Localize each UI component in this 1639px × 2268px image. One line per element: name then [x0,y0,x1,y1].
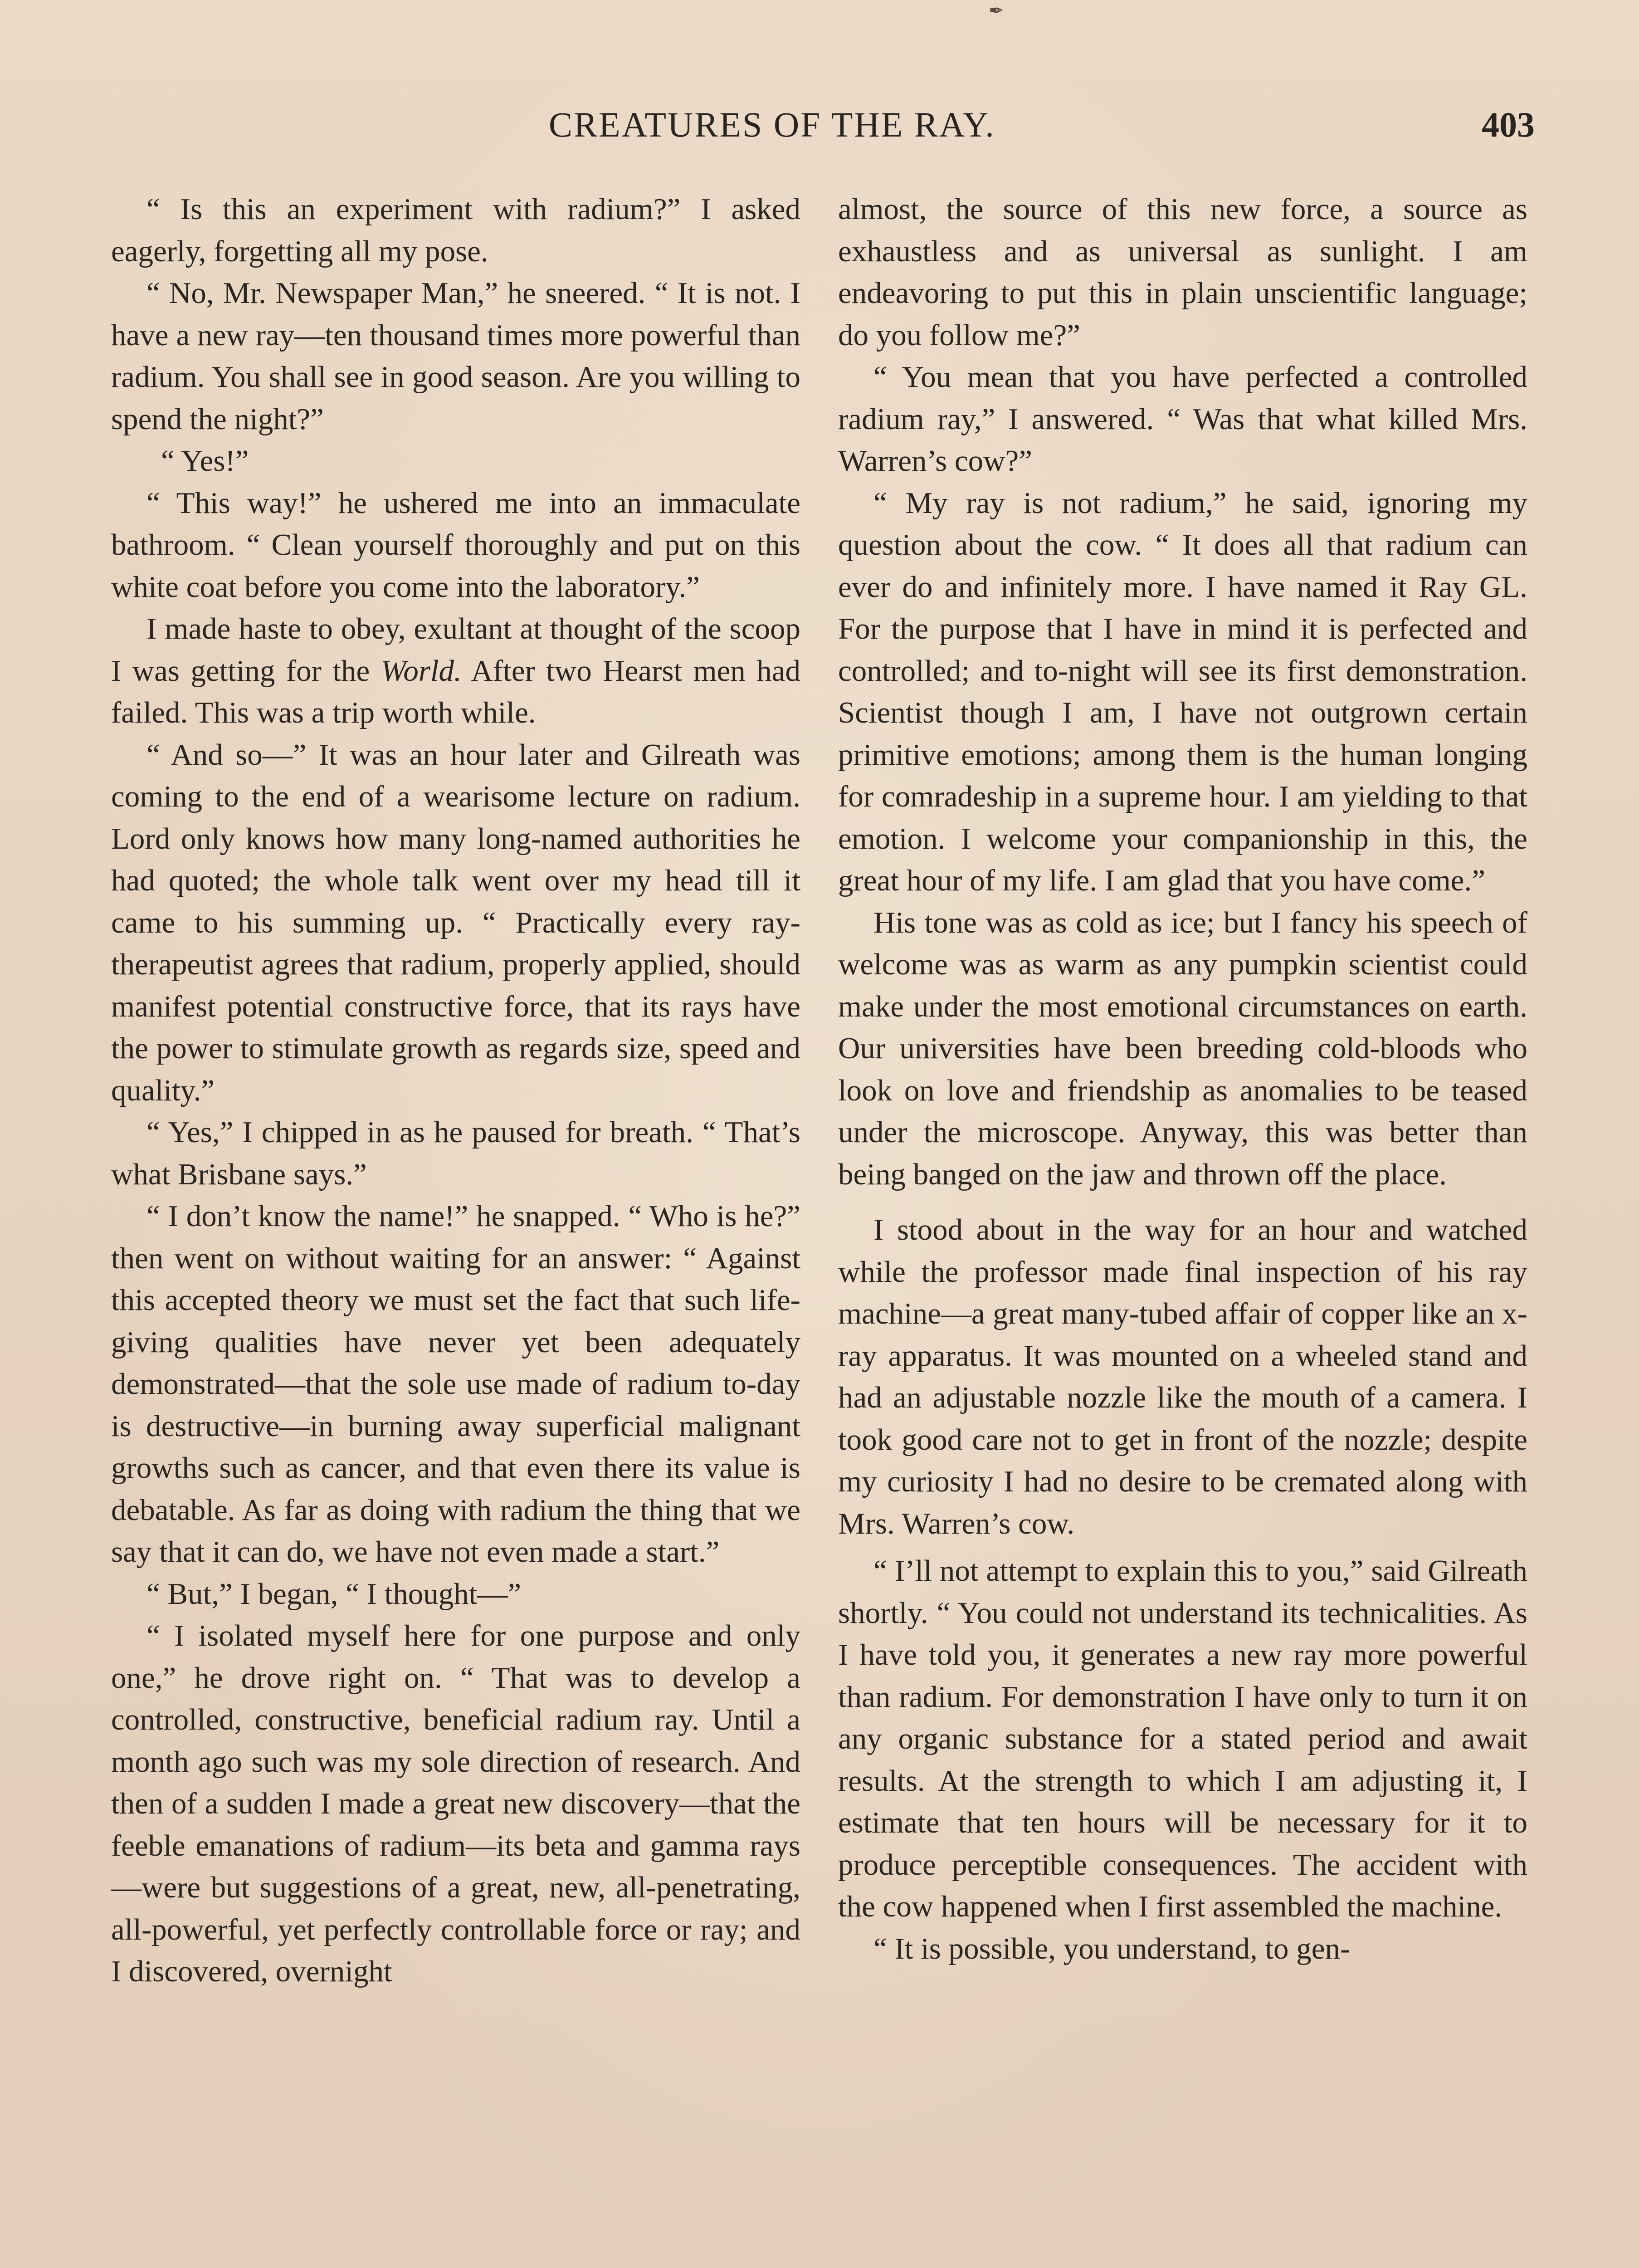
paragraph: “ I don’t know the name!” he snapped. “ Who is he?” then went on without waiting for an answer: “ Against this accepted theory we must set the fact that such life-giving qualities have never yet been adequately demonstrated—that the sole use made of radium to-day is destructive—in burning away superficial malignant growths such as cancer, and that even there its value is debatable. As far as doing with radium the thing that we say that it can do, we have not even made a start.” [111,1199,800,1569]
paragraph: “ No, Mr. Newspaper Man,” he sneered. “ It is not. I have a new ray—ten thousand times more powerful than radium. You shall see in good season. Are you willing to spend the night?” [111,276,800,436]
page-header [0,104,1639,154]
ink-mark: ✒ [989,0,1004,21]
paragraph: “ This way!” he ushered me into an immaculate bathroom. “ Clean yourself thoroughly and put on this white coat before you come into the laboratory.” [111,486,800,604]
paragraph: “ You mean that you have perfected a controlled radium ray,” I answered. “ Was that what killed Mrs. Warren’s cow?” [838,360,1527,478]
paragraph-text: After two Hearst men had failed. This was a trip worth while. [111,654,801,729]
paragraph: “ But,” I began, “ I thought—” [146,1577,522,1611]
paragraph: “ My ray is not radium,” he said, ignoring my question about the cow. “ It does all that radium can ever do and infinitely more. I have named it Ray GL. For the purpose that I have in mind it is perfected and controlled; and to-night will see its first demonstration. Scientist though I am, I have not outgrown certain primitive emotions; among them is the human longing for comradeship in a supreme hour. I am yielding to that emotion. I welcome your companionship in this, the great hour of my life. I am glad that you have come.” [838,486,1527,897]
paragraph: His tone was as cold as ice; but I fancy his speech of welcome was as warm as any pumpkin scientist could make under the most emotional circumstances on earth. Our universities have been breeding cold-bloods who look on love and friendship as anomalies to be teased under the microscope. Anyway, this was better than being banged on the jaw and thrown off the place. [838,905,1527,1191]
left-column [111,188,800,2268]
running-head: CREATURES OF THE RAY. [549,105,995,144]
paragraph: “ Yes,” I chipped in as he paused for breath. “ That’s what Brisbane says.” [111,1115,800,1191]
paragraph: “ Yes!” [161,444,249,478]
paragraph: “ I’ll not attempt to explain this to you,” said Gilreath shortly. “ You could not understand its technicalities. As I have told you, it generates a new ray more powerful than radium. For demonstration I have only to turn it on any organic substance for a stated period and await results. At the strength to which I am adjusting it, I estimate that ten hours will be necessary for it to produce perceptible consequences. The accident with the cow happened when I first assembled the machine. [838,1554,1527,1923]
paragraph: I stood about in the way for an hour and watched while the professor made final inspection of his ray machine—a great many-tubed affair of copper like an x-ray apparatus. It was mounted on a wheeled stand and had an adjustable nozzle like the mouth of a camera. I took good care not to get in front of the nozzle; despite my curiosity I had no desire to be cremated along with Mrs. Warren’s cow. [838,1213,1527,1540]
paragraph: “ Is this an experiment with radium?” I asked eagerly, forgetting all my pose. [111,192,800,268]
paragraph: “ And so—” It was an hour later and Gilreath was coming to the end of a wearisome lecture on radium. Lord only knows how many long-named authorities he had quoted; the whole talk went over my head till it came to his summing up. “ Practically every ray-therapeutist agrees that radium, properly applied, should manifest potential constructive force, that its rays have the power to stimulate growth as regards size, speed and quality.” [111,738,800,1107]
paragraph-with-italic [111,608,800,734]
paragraph: almost, the source of this new force, a source as exhaustless and as universal as sunlight. I am endeavoring to put this in plain unscientific language; do you follow me?” [838,192,1527,352]
right-column [838,188,1527,2268]
page-number: 403 [1482,105,1535,144]
paragraph: “ I isolated myself here for one purpose and only one,” he drove right on. “ That was to develop a controlled, constructive, beneficial radium ray. Until a month ago such was my sole direction of research. And then of a sudden I made a great new discovery—that the feeble emanations of radium—its beta and gamma rays—were but suggestions of a great, new, all-penetrating, all-powerful, yet perfectly controllable force or ray; and I discovered, overnight [111,1619,800,1988]
publication-name: World. [380,654,462,688]
paragraph: “ It is possible, you understand, to gen- [873,1931,1351,1965]
paragraph-text: I made haste to obey, exultant at thought of the scoop I was getting for the [111,612,800,688]
